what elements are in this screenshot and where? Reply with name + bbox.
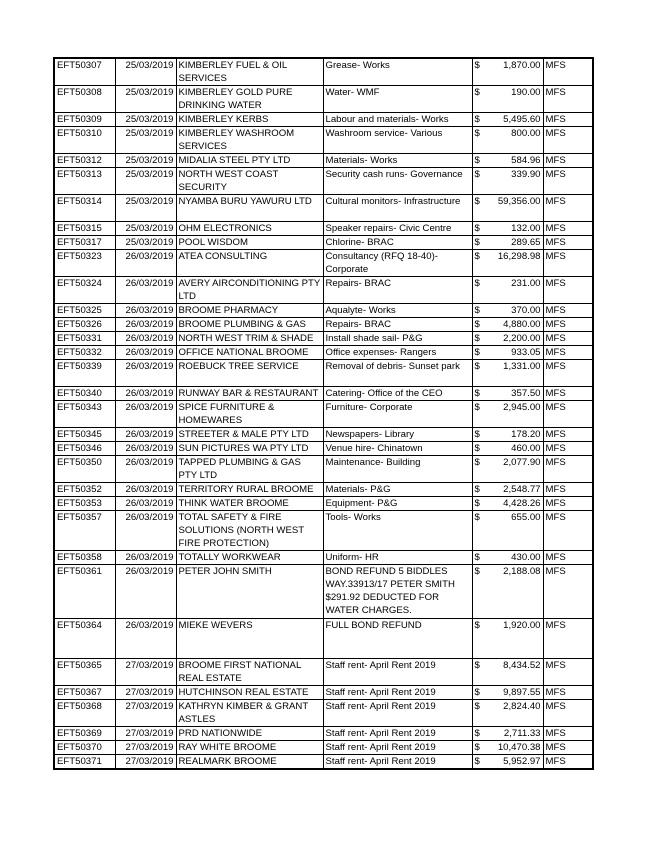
payee-cell: BROOME PHARMACY xyxy=(176,304,323,318)
account-code-cell: MFS xyxy=(543,619,593,659)
currency-cell: $ xyxy=(472,58,493,86)
date-cell: 25/03/2019 xyxy=(115,236,176,250)
table-row xyxy=(54,332,593,346)
amount-cell: 178.20 xyxy=(493,428,543,442)
payee-cell: REALMARK BROOME xyxy=(176,755,323,770)
description-cell: Office expenses- Rangers xyxy=(323,346,472,360)
reference-cell: EFT50314 xyxy=(54,195,115,222)
description-cell: Newspapers- Library xyxy=(323,428,472,442)
table-row xyxy=(54,511,593,551)
description-cell: Staff rent- April Rent 2019 xyxy=(323,700,472,727)
date-cell: 26/03/2019 xyxy=(115,332,176,346)
table-row xyxy=(54,127,593,154)
account-code-cell: MFS xyxy=(543,318,593,332)
account-code-cell: MFS xyxy=(543,346,593,360)
table-row xyxy=(54,154,593,168)
reference-cell: EFT50343 xyxy=(54,401,115,428)
payee-cell: KIMBERLEY FUEL & OIL SERVICES xyxy=(176,58,323,86)
reference-cell: EFT50324 xyxy=(54,277,115,304)
amount-cell: 231.00 xyxy=(493,277,543,304)
payee-cell: TERRITORY RURAL BROOME xyxy=(176,483,323,497)
currency-cell: $ xyxy=(472,318,493,332)
payee-cell: AVERY AIRCONDITIONING PTY LTD xyxy=(176,277,323,304)
currency-cell: $ xyxy=(472,483,493,497)
account-code-cell: MFS xyxy=(543,236,593,250)
date-cell: 25/03/2019 xyxy=(115,113,176,127)
reference-cell: EFT50350 xyxy=(54,456,115,483)
date-cell: 26/03/2019 xyxy=(115,565,176,619)
date-cell: 26/03/2019 xyxy=(115,442,176,456)
table-row xyxy=(54,318,593,332)
payee-cell: MIDALIA STEEL PTY LTD xyxy=(176,154,323,168)
amount-cell: 5,495.60 xyxy=(493,113,543,127)
payee-cell: TOTAL SAFETY & FIRE SOLUTIONS (NORTH WEST FIRE PROTECTION) xyxy=(176,511,323,551)
account-code-cell: MFS xyxy=(543,154,593,168)
amount-cell: 339.90 xyxy=(493,168,543,195)
reference-cell: EFT50364 xyxy=(54,619,115,659)
date-cell: 26/03/2019 xyxy=(115,387,176,401)
table-row xyxy=(54,86,593,113)
payee-cell: KIMBERLEY KERBS xyxy=(176,113,323,127)
table-row xyxy=(54,619,593,659)
description-cell: Tools- Works xyxy=(323,511,472,551)
payee-cell: NORTH WEST COAST SECURITY xyxy=(176,168,323,195)
description-cell: Furniture- Corporate xyxy=(323,401,472,428)
amount-cell: 2,200.00 xyxy=(493,332,543,346)
description-cell: Catering- Office of the CEO xyxy=(323,387,472,401)
description-cell: Grease- Works xyxy=(323,58,472,86)
reference-cell: EFT50313 xyxy=(54,168,115,195)
account-code-cell: MFS xyxy=(543,113,593,127)
amount-cell: 584.96 xyxy=(493,154,543,168)
amount-cell: 2,548.77 xyxy=(493,483,543,497)
currency-cell: $ xyxy=(472,551,493,565)
date-cell: 26/03/2019 xyxy=(115,456,176,483)
account-code-cell: MFS xyxy=(543,401,593,428)
date-cell: 27/03/2019 xyxy=(115,727,176,741)
reference-cell: EFT50340 xyxy=(54,387,115,401)
table-row xyxy=(54,222,593,236)
date-cell: 25/03/2019 xyxy=(115,86,176,113)
currency-cell: $ xyxy=(472,236,493,250)
account-code-cell: MFS xyxy=(543,741,593,755)
amount-cell: 430.00 xyxy=(493,551,543,565)
table-row xyxy=(54,277,593,304)
reference-cell: EFT50339 xyxy=(54,360,115,387)
currency-cell: $ xyxy=(472,755,493,770)
currency-cell: $ xyxy=(472,619,493,659)
account-code-cell: MFS xyxy=(543,551,593,565)
amount-cell: 289.65 xyxy=(493,236,543,250)
reference-cell: EFT50326 xyxy=(54,318,115,332)
description-cell: Repairs- BRAC xyxy=(323,318,472,332)
table-row xyxy=(54,250,593,277)
reference-cell: EFT50323 xyxy=(54,250,115,277)
currency-cell: $ xyxy=(472,401,493,428)
table-row xyxy=(54,456,593,483)
date-cell: 26/03/2019 xyxy=(115,401,176,428)
table-row xyxy=(54,195,593,222)
payee-cell: TAPPED PLUMBING & GAS PTY LTD xyxy=(176,456,323,483)
table-row xyxy=(54,58,593,86)
currency-cell: $ xyxy=(472,456,493,483)
payments-table-body xyxy=(54,58,593,769)
table-row xyxy=(54,741,593,755)
payee-cell: SUN PICTURES WA PTY LTD xyxy=(176,442,323,456)
payee-cell: PRD NATIONWIDE xyxy=(176,727,323,741)
currency-cell: $ xyxy=(472,428,493,442)
description-cell: Cultural monitors- Infrastructure xyxy=(323,195,472,222)
payments-table xyxy=(53,57,594,770)
account-code-cell: MFS xyxy=(543,565,593,619)
amount-cell: 1,920.00 xyxy=(493,619,543,659)
account-code-cell: MFS xyxy=(543,222,593,236)
reference-cell: EFT50357 xyxy=(54,511,115,551)
reference-cell: EFT50317 xyxy=(54,236,115,250)
date-cell: 25/03/2019 xyxy=(115,58,176,86)
description-cell: FULL BOND REFUND xyxy=(323,619,472,659)
description-cell: Removal of debris- Sunset park xyxy=(323,360,472,387)
description-cell: Staff rent- April Rent 2019 xyxy=(323,741,472,755)
currency-cell: $ xyxy=(472,154,493,168)
currency-cell: $ xyxy=(472,387,493,401)
table-row xyxy=(54,401,593,428)
payee-cell: NYAMBA BURU YAWURU LTD xyxy=(176,195,323,222)
table-row xyxy=(54,686,593,700)
description-cell: Install shade sail- P&G xyxy=(323,332,472,346)
payee-cell: KIMBERLEY GOLD PURE DRINKING WATER xyxy=(176,86,323,113)
description-cell: Materials- P&G xyxy=(323,483,472,497)
payee-cell: MIEKE WEVERS xyxy=(176,619,323,659)
date-cell: 26/03/2019 xyxy=(115,483,176,497)
description-cell: Materials- Works xyxy=(323,154,472,168)
table-row xyxy=(54,168,593,195)
payee-cell: OHM ELECTRONICS xyxy=(176,222,323,236)
table-row xyxy=(54,497,593,511)
date-cell: 26/03/2019 xyxy=(115,497,176,511)
payee-cell: TOTALLY WORKWEAR xyxy=(176,551,323,565)
table-row xyxy=(54,387,593,401)
date-cell: 27/03/2019 xyxy=(115,755,176,770)
currency-cell: $ xyxy=(472,700,493,727)
table-row xyxy=(54,565,593,619)
date-cell: 25/03/2019 xyxy=(115,168,176,195)
account-code-cell: MFS xyxy=(543,277,593,304)
date-cell: 26/03/2019 xyxy=(115,277,176,304)
currency-cell: $ xyxy=(472,332,493,346)
currency-cell: $ xyxy=(472,86,493,113)
payee-cell: STREETER & MALE PTY LTD xyxy=(176,428,323,442)
table-row xyxy=(54,700,593,727)
currency-cell: $ xyxy=(472,659,493,686)
currency-cell: $ xyxy=(472,727,493,741)
date-cell: 25/03/2019 xyxy=(115,222,176,236)
currency-cell: $ xyxy=(472,346,493,360)
payee-cell: BROOME FIRST NATIONAL REAL ESTATE xyxy=(176,659,323,686)
reference-cell: EFT50358 xyxy=(54,551,115,565)
amount-cell: 5,952.97 xyxy=(493,755,543,770)
currency-cell: $ xyxy=(472,113,493,127)
description-cell: Equipment- P&G xyxy=(323,497,472,511)
description-cell: Staff rent- April Rent 2019 xyxy=(323,755,472,770)
currency-cell: $ xyxy=(472,686,493,700)
table-row xyxy=(54,428,593,442)
currency-cell: $ xyxy=(472,442,493,456)
table-row xyxy=(54,304,593,318)
account-code-cell: MFS xyxy=(543,456,593,483)
account-code-cell: MFS xyxy=(543,700,593,727)
account-code-cell: MFS xyxy=(543,168,593,195)
date-cell: 26/03/2019 xyxy=(115,318,176,332)
amount-cell: 933.05 xyxy=(493,346,543,360)
payee-cell: THINK WATER BROOME xyxy=(176,497,323,511)
description-cell: Uniform- HR xyxy=(323,551,472,565)
date-cell: 27/03/2019 xyxy=(115,741,176,755)
currency-cell: $ xyxy=(472,277,493,304)
currency-cell: $ xyxy=(472,511,493,551)
payee-cell: BROOME PLUMBING & GAS xyxy=(176,318,323,332)
amount-cell: 4,880.00 xyxy=(493,318,543,332)
description-cell: Washroom service- Various xyxy=(323,127,472,154)
description-cell: Security cash runs- Governance xyxy=(323,168,472,195)
reference-cell: EFT50365 xyxy=(54,659,115,686)
amount-cell: 9,897.55 xyxy=(493,686,543,700)
payee-cell: RAY WHITE BROOME xyxy=(176,741,323,755)
date-cell: 27/03/2019 xyxy=(115,700,176,727)
currency-cell: $ xyxy=(472,497,493,511)
payee-cell: ATEA CONSULTING xyxy=(176,250,323,277)
amount-cell: 2,188.08 xyxy=(493,565,543,619)
description-cell: Chlorine- BRAC xyxy=(323,236,472,250)
reference-cell: EFT50315 xyxy=(54,222,115,236)
amount-cell: 2,077.90 xyxy=(493,456,543,483)
account-code-cell: MFS xyxy=(543,250,593,277)
payee-cell: POOL WISDOM xyxy=(176,236,323,250)
reference-cell: EFT50353 xyxy=(54,497,115,511)
date-cell: 25/03/2019 xyxy=(115,127,176,154)
date-cell: 27/03/2019 xyxy=(115,659,176,686)
amount-cell: 2,824.40 xyxy=(493,700,543,727)
reference-cell: EFT50370 xyxy=(54,741,115,755)
amount-cell: 132.00 xyxy=(493,222,543,236)
account-code-cell: MFS xyxy=(543,497,593,511)
amount-cell: 59,356.00 xyxy=(493,195,543,222)
amount-cell: 190.00 xyxy=(493,86,543,113)
payee-cell: KATHRYN KIMBER & GRANT ASTLES xyxy=(176,700,323,727)
reference-cell: EFT50361 xyxy=(54,565,115,619)
account-code-cell: MFS xyxy=(543,332,593,346)
amount-cell: 655.00 xyxy=(493,511,543,551)
amount-cell: 10,470.38 xyxy=(493,741,543,755)
amount-cell: 1,331.00 xyxy=(493,360,543,387)
account-code-cell: MFS xyxy=(543,360,593,387)
reference-cell: EFT50331 xyxy=(54,332,115,346)
description-cell: BOND REFUND 5 BIDDLES WAY.33913/17 PETER SMITH $291.92 DEDUCTED FOR WATER CHARGES. xyxy=(323,565,472,619)
account-code-cell: MFS xyxy=(543,58,593,86)
table-row xyxy=(54,113,593,127)
account-code-cell: MFS xyxy=(543,86,593,113)
date-cell: 26/03/2019 xyxy=(115,304,176,318)
description-cell: Staff rent- April Rent 2019 xyxy=(323,727,472,741)
account-code-cell: MFS xyxy=(543,442,593,456)
description-cell: Venue hire- Chinatown xyxy=(323,442,472,456)
reference-cell: EFT50345 xyxy=(54,428,115,442)
account-code-cell: MFS xyxy=(543,755,593,770)
date-cell: 25/03/2019 xyxy=(115,195,176,222)
description-cell: Labour and materials- Works xyxy=(323,113,472,127)
date-cell: 27/03/2019 xyxy=(115,686,176,700)
amount-cell: 460.00 xyxy=(493,442,543,456)
account-code-cell: MFS xyxy=(543,483,593,497)
amount-cell: 2,945.00 xyxy=(493,401,543,428)
reference-cell: EFT50371 xyxy=(54,755,115,770)
account-code-cell: MFS xyxy=(543,387,593,401)
currency-cell: $ xyxy=(472,168,493,195)
reference-cell: EFT50352 xyxy=(54,483,115,497)
table-row xyxy=(54,755,593,770)
payee-cell: RUNWAY BAR & RESTAURANT xyxy=(176,387,323,401)
reference-cell: EFT50309 xyxy=(54,113,115,127)
reference-cell: EFT50368 xyxy=(54,700,115,727)
description-cell: Water- WMF xyxy=(323,86,472,113)
account-code-cell: MFS xyxy=(543,127,593,154)
table-row xyxy=(54,483,593,497)
amount-cell: 370.00 xyxy=(493,304,543,318)
description-cell: Aqualyte- Works xyxy=(323,304,472,318)
payee-cell: NORTH WEST TRIM & SHADE xyxy=(176,332,323,346)
currency-cell: $ xyxy=(472,304,493,318)
currency-cell: $ xyxy=(472,222,493,236)
amount-cell: 4,428.26 xyxy=(493,497,543,511)
reference-cell: EFT50367 xyxy=(54,686,115,700)
payee-cell: SPICE FURNITURE & HOMEWARES xyxy=(176,401,323,428)
account-code-cell: MFS xyxy=(543,428,593,442)
payee-cell: HUTCHINSON REAL ESTATE xyxy=(176,686,323,700)
amount-cell: 800.00 xyxy=(493,127,543,154)
reference-cell: EFT50325 xyxy=(54,304,115,318)
date-cell: 26/03/2019 xyxy=(115,619,176,659)
description-cell: Speaker repairs- Civic Centre xyxy=(323,222,472,236)
amount-cell: 8,434.52 xyxy=(493,659,543,686)
date-cell: 26/03/2019 xyxy=(115,346,176,360)
description-cell: Staff rent- April Rent 2019 xyxy=(323,686,472,700)
account-code-cell: MFS xyxy=(543,511,593,551)
payee-cell: OFFICE NATIONAL BROOME xyxy=(176,346,323,360)
currency-cell: $ xyxy=(472,741,493,755)
reference-cell: EFT50369 xyxy=(54,727,115,741)
currency-cell: $ xyxy=(472,250,493,277)
description-cell: Repairs- BRAC xyxy=(323,277,472,304)
date-cell: 26/03/2019 xyxy=(115,428,176,442)
description-cell: Consultancy (RFQ 18-40)- Corporate xyxy=(323,250,472,277)
amount-cell: 2,711.33 xyxy=(493,727,543,741)
account-code-cell: MFS xyxy=(543,195,593,222)
payee-cell: ROEBUCK TREE SERVICE xyxy=(176,360,323,387)
payee-cell: KIMBERLEY WASHROOM SERVICES xyxy=(176,127,323,154)
account-code-cell: MFS xyxy=(543,304,593,318)
account-code-cell: MFS xyxy=(543,727,593,741)
description-cell: Staff rent- April Rent 2019 xyxy=(323,659,472,686)
table-row xyxy=(54,236,593,250)
date-cell: 26/03/2019 xyxy=(115,250,176,277)
description-cell: Maintenance- Building xyxy=(323,456,472,483)
currency-cell: $ xyxy=(472,127,493,154)
date-cell: 26/03/2019 xyxy=(115,511,176,551)
amount-cell: 16,298.98 xyxy=(493,250,543,277)
amount-cell: 357.50 xyxy=(493,387,543,401)
reference-cell: EFT50312 xyxy=(54,154,115,168)
date-cell: 26/03/2019 xyxy=(115,360,176,387)
account-code-cell: MFS xyxy=(543,659,593,686)
table-row xyxy=(54,727,593,741)
table-row xyxy=(54,551,593,565)
reference-cell: EFT50332 xyxy=(54,346,115,360)
payee-cell: PETER JOHN SMITH xyxy=(176,565,323,619)
reference-cell: EFT50310 xyxy=(54,127,115,154)
date-cell: 25/03/2019 xyxy=(115,154,176,168)
table-row xyxy=(54,360,593,387)
account-code-cell: MFS xyxy=(543,686,593,700)
table-row xyxy=(54,659,593,686)
reference-cell: EFT50346 xyxy=(54,442,115,456)
currency-cell: $ xyxy=(472,565,493,619)
amount-cell: 1,870.00 xyxy=(493,58,543,86)
currency-cell: $ xyxy=(472,195,493,222)
table-row xyxy=(54,346,593,360)
date-cell: 26/03/2019 xyxy=(115,551,176,565)
table-row xyxy=(54,442,593,456)
reference-cell: EFT50308 xyxy=(54,86,115,113)
currency-cell: $ xyxy=(472,360,493,387)
reference-cell: EFT50307 xyxy=(54,58,115,86)
